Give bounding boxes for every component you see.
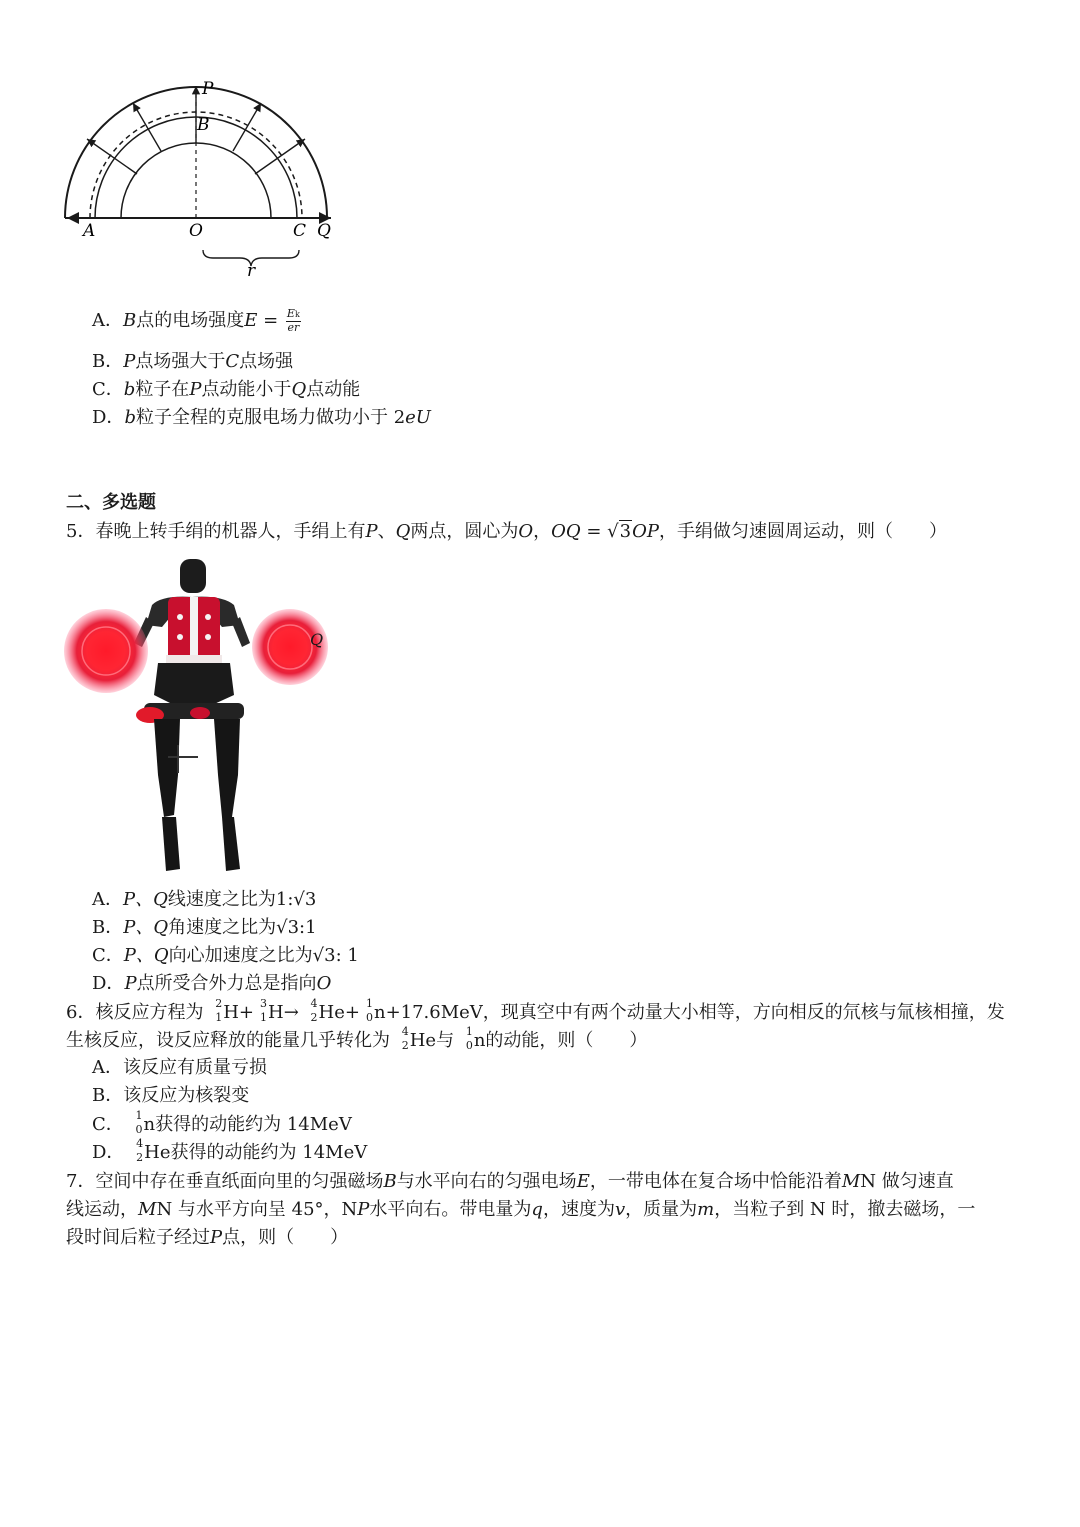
q5-option-b: B．P、Q角速度之比为√3:1 <box>92 917 317 938</box>
q6-option-d: D． 4 2 He获得的动能约为 14MeV <box>92 1137 368 1164</box>
q7-stem-line1: 7．空间中存在垂直纸面向里的匀强磁场B与水平向右的匀强电场E，一带电体在复合场中恰能沿着MN 做匀速直 <box>66 1171 954 1192</box>
q6-option-b: B．该反应为核裂变 <box>92 1085 250 1106</box>
q6-stem-line2: 生核反应，设反应释放的能量几乎转化为 4 2 He与 1 0 n的动能，则（ ） <box>66 1025 648 1052</box>
q4-option-c: C．b粒子在P点动能小于Q点动能 <box>92 379 361 400</box>
robot-head <box>180 559 206 593</box>
q5-option-d: D．P点所受合外力总是指向O <box>92 973 332 994</box>
q5-stem: 5．春晚上转手绢的机器人，手绢上有P、Q两点，圆心为O，OQ = √3OP，手绢做匀速圆周运动，则（ ） <box>66 521 947 542</box>
fraction-ek-er: $\frac{Ek}{er}$ <box>286 307 300 334</box>
label-B: B <box>197 115 210 135</box>
robot-handkerchief-image <box>62 555 332 875</box>
q4-option-a: A．B点的电场强度E = $\frac{Ek}{er}$ <box>92 307 300 334</box>
label-A: A <box>83 221 96 241</box>
label-C: C <box>293 221 307 241</box>
section-heading: 二、多选题 <box>66 492 156 513</box>
q6-option-a: A．该反应有质量亏损 <box>92 1057 267 1078</box>
q5-option-c: C．P、Q向心加速度之比为√3: 1 <box>92 945 359 966</box>
nuclide-h3: 3 1 <box>259 997 267 1024</box>
q4-option-d: D．b粒子全程的克服电场力做功小于 2eU <box>92 407 431 428</box>
label-r: r <box>247 261 256 281</box>
nuclide-h2: 2 1 <box>215 997 223 1024</box>
q7-stem-line2: 线运动，MN 与水平方向呈 45°，NP水平向右。带电量为q，速度为v，质量为m，当粒子到 N 时，撤去磁场，一 <box>66 1199 976 1220</box>
label-Q: Q <box>317 221 331 241</box>
left-handkerchief <box>64 609 148 693</box>
q4-option-b: B．P点场强大于C点场强 <box>92 351 294 372</box>
label-O: O <box>189 221 203 241</box>
q5-option-a: A．P、Q线速度之比为1:√3 <box>92 889 317 910</box>
q6-option-c: C． 1 0 n获得的动能约为 14MeV <box>92 1109 352 1136</box>
nuclide-he4: 4 2 <box>310 997 318 1024</box>
semicircle-field-diagram <box>55 72 355 287</box>
label-P: P <box>202 79 214 99</box>
q7-stem-line3: 段时间后粒子经过P点，则（ ） <box>66 1227 349 1248</box>
robot-label-Q: Q <box>310 630 324 649</box>
nuclide-n1: 1 0 <box>365 997 373 1024</box>
q6-stem-line1: 6．核反应方程为 2 1 H+ 3 1 H→ 4 2 He+ 1 0 n+17.6MeV，现真空中有两个动量大小相等，方向相反的氘核与氚核相撞，发 <box>66 997 1005 1024</box>
